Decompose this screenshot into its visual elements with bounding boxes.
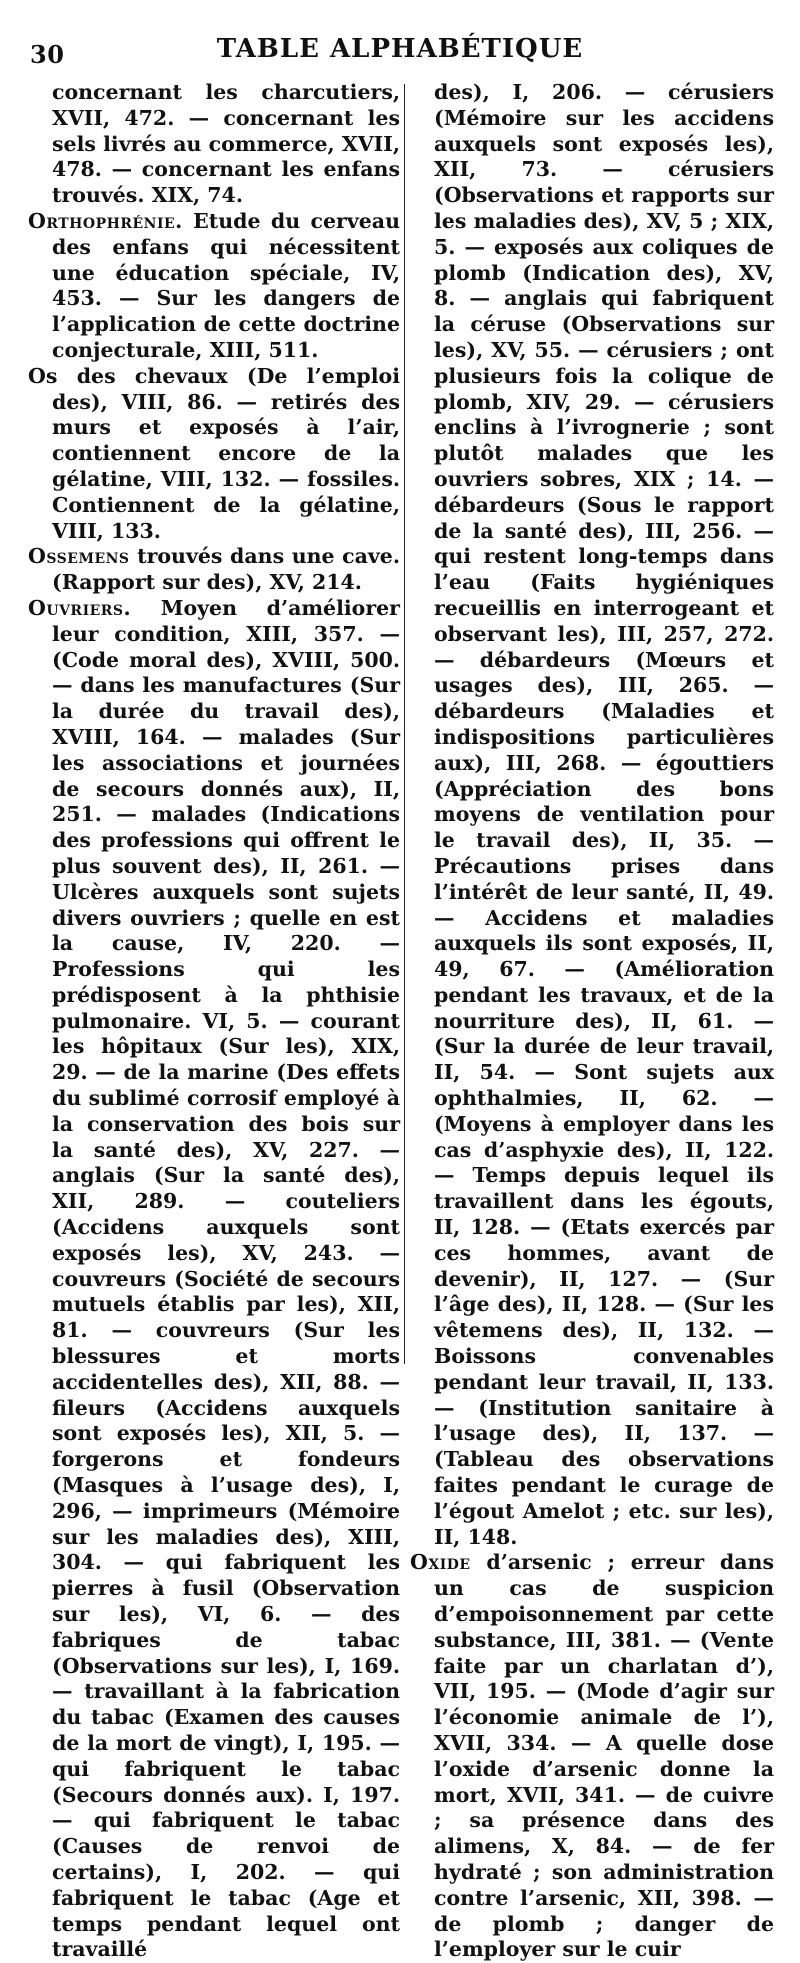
- entry-text: des), I, 206. — cérusiers (Mémoire sur les accidens auxquels sont exposés les), XII, 73. — cérusiers (Observations et rapports sur les maladies des), XV, 5 ; XIX, 5. — exposés aux coliques de plomb (Indication des), XV, 8. — anglais qui fabriquent la céruse (Observations sur les), XV, 55. — cérusiers ; ont plusieurs fois la colique de plomb, XIV, 29. — cérusiers enclins à l’ivrognerie ; sont plutôt malades que les ouvriers sobres, XIX ; 14. — débardeurs (Sous le rapport de la santé des), III, 256. — qui restent long-temps dans l’eau (Faits hygiéniques recueillis en interrogeant et observant les), III, 257, 272. — débardeurs (Mœurs et usages des), III, 265. — débardeurs (Maladies et indispositions particulières aux), III, 268. — égouttiers (Appréciation des bons moyens de ventilation pour le travail des), II, 35. — Précautions prises dans l’intérêt de leur santé, II, 49. — Accidens et maladies auxquels ils sont exposés, II, 49, 67. — (Amélioration pendant les travaux, et de la nourriture des), II, 61. — (Sur la durée de leur travail, II, 54. — Sont sujets aux ophthalmies, II, 62. — (Moyens à employer dans les cas d’asphyxie des), II, 122. — Temps depuis lequel ils travaillent dans les égouts, II, 128. — (Etats exercés par ces hommes, avant de devenir), II, 127. — (Sur l’âge des), II, 128. — (Sur les vêtemens des), II, 132. — Boissons convenables pendant leur travail, II, 133. — (Institution sanitaire à l’usage des), II, 137. — (Tableau des observations faites pendant le curage de l’égout Amelot ; etc. sur les), II, 148.: [434, 80, 774, 1549]
- index-entry: [28, 209, 400, 364]
- index-entry: [28, 596, 400, 1963]
- right-column: [410, 80, 774, 1963]
- index-entry: [28, 364, 400, 545]
- entry-heading: Orthophrénie.: [28, 208, 183, 233]
- left-column: [28, 80, 400, 1963]
- entry-text: Os des chevaux (De l’emploi des), VIII, 86. — retirés des murs et exposés à l’air, contiennent encore de la gélatine, VIII, 132. — fossiles. Contiennent de la gélatine, VIII, 133.: [28, 363, 400, 543]
- entry-text: d’arsenic ; erreur dans un cas de suspicion d’empoisonnement par cette substance, III, 381. — (Vente faite par un charlatan d’), VII, 195. — (Mode d’agir sur l’économie animale de l’), XVII, 334. — A quelle dose l’oxide d’arsenic donne la mort, XVII, 341. — de cuivre ; sa présence dans des alimens, X, 84. — de fer hydraté ; son administration contre l’arsenic, XII, 398. — de plomb ; danger de l’employer sur le cuir: [434, 1550, 774, 1962]
- entry-text: concernant les charcutiers, XVII, 472. — concernant les sels livrés au commerce, XVII, 478. — concernant les enfans trouvés. XIX, 74.: [52, 80, 400, 208]
- entry-text: trouvés dans une cave. (Rapport sur des), XV, 214.: [52, 544, 400, 595]
- index-entry: [28, 544, 400, 596]
- entry-heading: Ossemens: [28, 544, 130, 569]
- entry-text: Etude du cerveau des enfans qui nécessitent une éducation spéciale, IV, 453. — Sur les dangers de l’application de cette doctrine conjecturale, XIII, 511.: [52, 208, 400, 362]
- entry-heading: Ouvriers.: [28, 595, 132, 620]
- page-number: 30: [30, 40, 65, 69]
- index-entry: [28, 80, 400, 209]
- column-divider: [404, 84, 405, 1364]
- running-title: TABLE ALPHABÉTIQUE: [216, 34, 584, 64]
- entry-text: Moyen d’améliorer leur condition, XIII, 357. — (Code moral des), XVIII, 500. — dans les manufactures (Sur la durée du travail des), XVIII, 164. — malades (Sur les associations et journées de secours donnés aux), II, 251. — malades (Indications des professions qui offrent le plus souvent des), II, 261. — Ulcères auxquels sont sujets divers ouvriers ; quelle en est la cause, IV, 220. — Professions qui les prédisposent à la phthisie pulmonaire. VI, 5. — courant les hôpitaux (Sur les), XIX, 29. — de la marine (Des effets du sublimé corrosif employé à la conservation des bois sur la santé des), XV, 227. — anglais (Sur la santé des), XII, 289. — couteliers (Accidens auxquels sont exposés les), XV, 243. — couvreurs (Société de secours mutuels établis par les), XII, 81. — couvreurs (Sur les blessures et morts accidentelles des), XII, 88. — fileurs (Accidens auxquels sont exposés les), XII, 5. — forgerons et fondeurs (Masques à l’usage des), I, 296, — imprimeurs (Mémoire sur les maladies des), XIII, 304. — qui fabriquent les pierres à fusil (Observation sur les), VI, 6. — des fabriques de tabac (Observations sur les), I, 169. — travaillant à la fabrication du tabac (Examen des causes de la mort de vingt), I, 195. — qui fabriquent le tabac (Secours donnés aux). I, 197. — qui fabriquent le tabac (Causes de renvoi de certains), I, 202. — qui fabriquent le tabac (Age et temps pendant lequel ont travaillé: [52, 595, 400, 1962]
- index-entry: [410, 80, 774, 1550]
- entry-heading: Oxide: [410, 1550, 471, 1575]
- index-entry: [410, 1550, 774, 1963]
